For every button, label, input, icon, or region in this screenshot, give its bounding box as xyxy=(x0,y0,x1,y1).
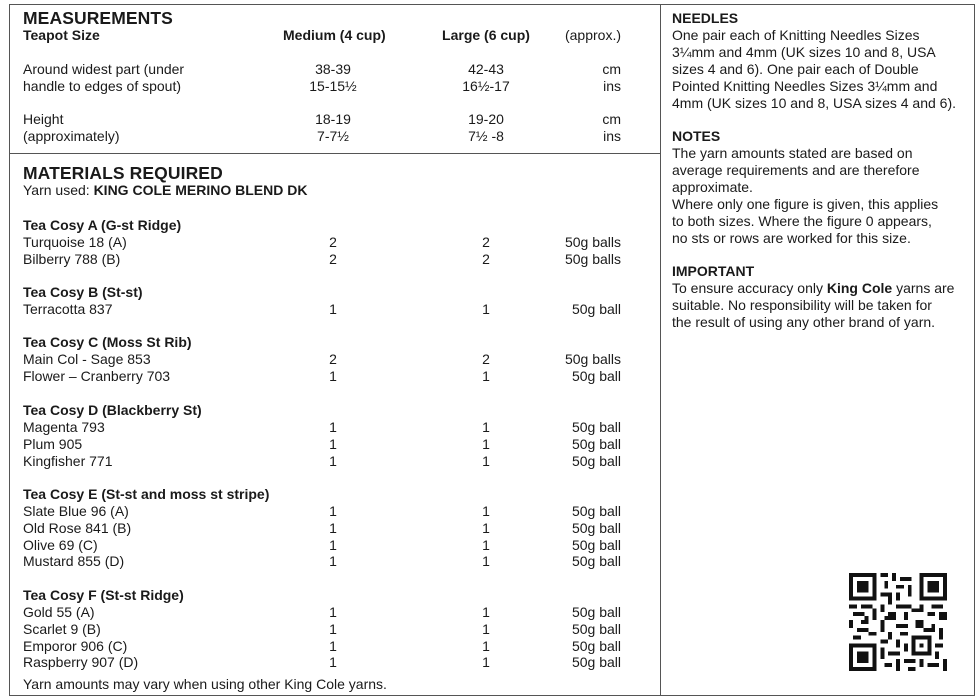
material-item-unit: 50g ball xyxy=(571,503,621,519)
meas-row-unit: cm xyxy=(602,111,621,127)
material-item-medium: 1 xyxy=(329,537,337,553)
material-item-large: 1 xyxy=(482,436,490,452)
material-group-title: Tea Cosy D (Blackberry St) xyxy=(23,402,202,418)
notes-section xyxy=(672,128,968,247)
material-item-large: 1 xyxy=(482,621,490,637)
material-item-large: 1 xyxy=(482,419,490,435)
teapot-size-label: Teapot Size xyxy=(23,27,100,43)
meas-row-label: (approximately) xyxy=(23,128,120,144)
material-item-large: 1 xyxy=(482,654,490,670)
meas-row-medium: 7-7½ xyxy=(317,128,349,144)
notes-line: Where only one figure is given, this applies xyxy=(672,196,939,212)
needles-line: 3¼mm and 4mm (UK sizes 10 and 8, USA xyxy=(672,44,936,60)
meas-row-large: 19-20 xyxy=(468,111,504,127)
meas-row-label: Height xyxy=(23,111,64,127)
notes-text xyxy=(672,145,968,247)
material-item-medium: 1 xyxy=(329,638,337,654)
col-large-header: Large (6 cup) xyxy=(442,27,530,43)
material-item-medium: 1 xyxy=(329,368,337,384)
material-item-name: Turquoise 18 (A) xyxy=(23,234,127,250)
material-item-name: Gold 55 (A) xyxy=(23,604,95,620)
material-item-unit: 50g ball xyxy=(571,553,621,569)
needles-line: sizes 4 and 6). One pair each of Double xyxy=(672,61,919,77)
material-item-medium: 1 xyxy=(329,301,337,317)
material-item-unit: 50g ball xyxy=(571,453,621,469)
yarn-used-label: Yarn used: xyxy=(23,182,94,198)
material-item-name: Main Col - Sage 853 xyxy=(23,351,151,367)
material-item-large: 1 xyxy=(482,553,490,569)
important-text-suffix: yarns are xyxy=(892,280,955,296)
material-item-medium: 1 xyxy=(329,654,337,670)
needles-line: 4mm (UK sizes 10 and 8, USA sizes 4 and 6). xyxy=(672,95,957,111)
material-item-medium: 2 xyxy=(329,251,337,267)
material-item-large: 2 xyxy=(482,351,490,367)
needles-heading: NEEDLES xyxy=(672,10,739,26)
notes-line: approximate. xyxy=(672,179,753,195)
material-item-medium: 1 xyxy=(329,503,337,519)
material-item-medium: 1 xyxy=(329,553,337,569)
needles-section xyxy=(672,10,968,112)
material-item-unit: 50g ball xyxy=(571,301,621,317)
meas-row-unit: cm xyxy=(602,61,621,77)
material-group-title: Tea Cosy A (G-st Ridge) xyxy=(23,217,182,233)
notes-line: to both sizes. Where the figure 0 appears, xyxy=(672,213,932,229)
material-group-title: Tea Cosy E (St-st and moss st stripe) xyxy=(23,486,270,502)
material-item-medium: 1 xyxy=(329,419,337,435)
material-item-unit: 50g ball xyxy=(571,419,621,435)
material-item-name: Raspberry 907 (D) xyxy=(23,654,139,670)
material-item-unit: 50g balls xyxy=(564,251,621,267)
measurements-heading: MEASUREMENTS xyxy=(23,8,173,28)
yarn-name: KING COLE MERINO BLEND DK xyxy=(93,182,308,198)
material-item-large: 2 xyxy=(482,251,490,267)
needles-line: Pointed Knitting Needles Sizes 3¼mm and xyxy=(672,78,938,94)
yarn-used-line xyxy=(23,182,307,199)
material-item-unit: 50g ball xyxy=(571,368,621,384)
material-item-unit: 50g ball xyxy=(571,537,621,553)
material-item-unit: 50g ball xyxy=(571,621,621,637)
material-item-medium: 1 xyxy=(329,621,337,637)
material-item-medium: 2 xyxy=(329,234,337,250)
important-text-prefix: To ensure accuracy only xyxy=(672,280,827,296)
important-text xyxy=(672,297,968,331)
meas-row-unit: ins xyxy=(603,78,621,94)
material-item-name: Emporor 906 (C) xyxy=(23,638,128,654)
important-line-1 xyxy=(672,280,968,297)
material-group-title: Tea Cosy B (St-st) xyxy=(23,284,143,300)
important-line: suitable. No responsibility will be taken for xyxy=(672,297,932,313)
material-group-title: Tea Cosy C (Moss St Rib) xyxy=(23,334,192,350)
material-item-large: 1 xyxy=(482,301,490,317)
meas-row-medium: 15-15½ xyxy=(309,78,357,94)
notes-line: average requirements and are therefore xyxy=(672,162,920,178)
meas-row-label: handle to edges of spout) xyxy=(23,78,182,94)
meas-row-large: 16½-17 xyxy=(462,78,510,94)
notes-line: The yarn amounts stated are based on xyxy=(672,145,913,161)
material-item-medium: 1 xyxy=(329,436,337,452)
meas-row-medium: 18-19 xyxy=(315,111,351,127)
material-item-large: 1 xyxy=(482,537,490,553)
material-item-large: 1 xyxy=(482,368,490,384)
material-item-large: 1 xyxy=(482,503,490,519)
material-item-medium: 1 xyxy=(329,453,337,469)
material-item-large: 1 xyxy=(482,604,490,620)
materials-heading: MATERIALS REQUIRED xyxy=(23,163,223,183)
material-item-name: Old Rose 841 (B) xyxy=(23,520,132,536)
material-group-title: Tea Cosy F (St-st Ridge) xyxy=(23,587,184,603)
material-item-name: Plum 905 xyxy=(23,436,83,452)
material-item-unit: 50g balls xyxy=(564,351,621,367)
material-item-unit: 50g ball xyxy=(571,638,621,654)
material-item-large: 1 xyxy=(482,453,490,469)
material-item-large: 2 xyxy=(482,234,490,250)
col-medium-header: Medium (4 cup) xyxy=(283,27,386,43)
meas-row-large: 42-43 xyxy=(468,61,504,77)
material-item-unit: 50g balls xyxy=(564,234,621,250)
col-units-header: (approx.) xyxy=(564,27,621,43)
material-item-name: Slate Blue 96 (A) xyxy=(23,503,129,519)
material-item-name: Bilberry 788 (B) xyxy=(23,251,121,267)
material-item-medium: 2 xyxy=(329,351,337,367)
important-section xyxy=(672,263,968,331)
material-item-name: Terracotta 837 xyxy=(23,301,113,317)
notes-line: no sts or rows are worked for this size. xyxy=(672,230,911,246)
meas-row-label: Around widest part (under xyxy=(23,61,185,77)
meas-row-large: 7½ -8 xyxy=(468,128,504,144)
notes-heading: NOTES xyxy=(672,128,721,144)
important-line: the result of using any other brand of yarn. xyxy=(672,314,936,330)
needles-text xyxy=(672,27,968,112)
material-item-name: Flower – Cranberry 703 xyxy=(23,368,171,384)
qr-code-icon xyxy=(849,573,947,671)
material-item-unit: 50g ball xyxy=(571,654,621,670)
needles-line: One pair each of Knitting Needles Sizes xyxy=(672,27,920,43)
meas-row-medium: 38-39 xyxy=(315,61,351,77)
section-divider xyxy=(9,153,661,154)
material-item-name: Mustard 855 (D) xyxy=(23,553,125,569)
material-item-large: 1 xyxy=(482,638,490,654)
column-divider xyxy=(660,4,661,696)
important-heading: IMPORTANT xyxy=(672,263,755,279)
important-brand: King Cole xyxy=(826,280,893,296)
meas-row-unit: ins xyxy=(603,128,621,144)
material-item-medium: 1 xyxy=(329,604,337,620)
material-item-name: Olive 69 (C) xyxy=(23,537,98,553)
material-item-unit: 50g ball xyxy=(571,436,621,452)
material-item-name: Magenta 793 xyxy=(23,419,105,435)
material-item-medium: 1 xyxy=(329,520,337,536)
materials-footnote: Yarn amounts may vary when using other King Cole yarns. xyxy=(23,676,387,692)
material-item-name: Scarlet 9 (B) xyxy=(23,621,101,637)
material-item-name: Kingfisher 771 xyxy=(23,453,113,469)
material-item-unit: 50g ball xyxy=(571,604,621,620)
material-item-unit: 50g ball xyxy=(571,520,621,536)
material-item-large: 1 xyxy=(482,520,490,536)
